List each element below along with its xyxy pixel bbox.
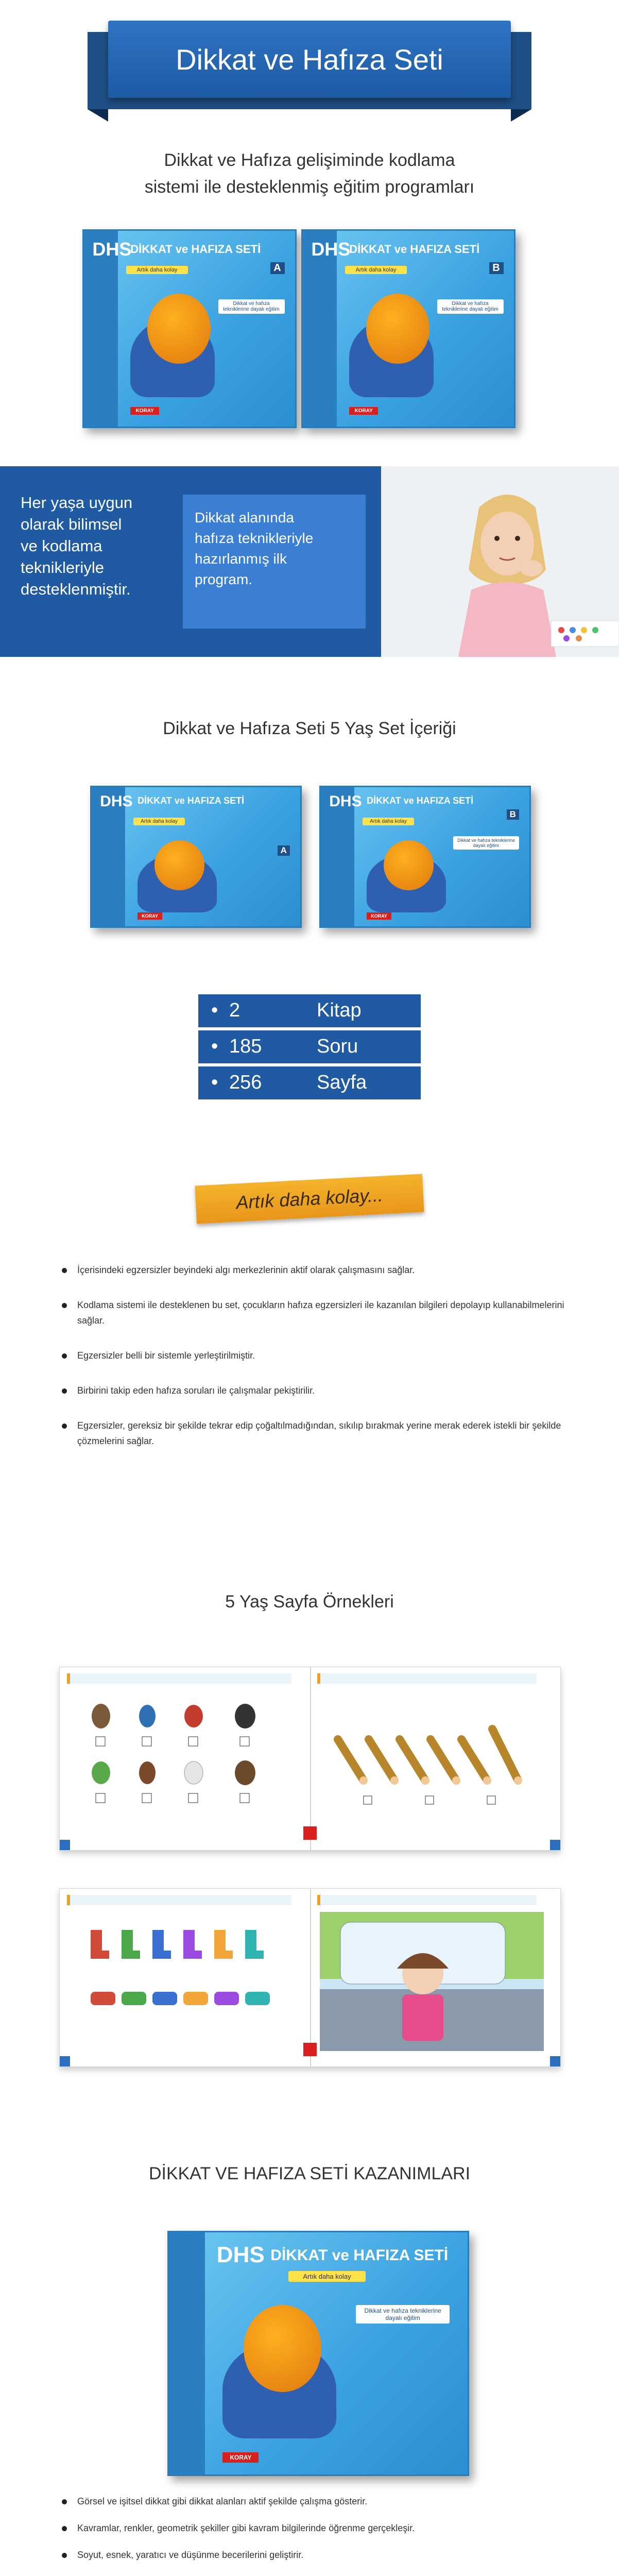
list-item: Görsel ve işitsel dikkat gibi dikkat alanları aktif şekilde çalışma gösterir. [62,2494,577,2509]
socks-exercise [80,1920,297,2043]
band-left-line: teknikleriyle [21,558,104,577]
book-title: DİKKAT ve HAFIZA SETİ [270,2247,449,2264]
publisher-logo: KORAY [222,2452,259,2463]
publisher-logo: KORAY [130,407,159,415]
mascot-illustration [147,294,211,364]
mascot-illustration [154,840,204,890]
spread-fold [310,1667,311,1850]
pencils-exercise [328,1708,544,1811]
book-title: DİKKAT ve HAFIZA SETİ [130,242,261,256]
band-left-line: olarak bilimsel [21,515,122,533]
stat-number: 256 [229,1072,262,1093]
list-item: İçerisindeki egzersizler beyindeki algı merkezlerinin aktif olarak çalışmasını sağlar. [62,1262,577,1278]
child-photo [381,466,619,657]
book-level-badge: A [278,845,290,856]
header-ribbon-fold-left [88,109,108,122]
mascot-illustration [366,294,429,364]
car-scene-illustration [320,1912,544,2051]
mascot-illustration [244,2305,321,2392]
book-strip: Artık daha kolay [363,818,414,825]
book-logo: DHS [92,239,132,260]
list-item: Kodlama sistemi ile desteklenen bu set, çocukların hafıza egzersizleri ile kazanılan bilgileri depolayıp kullanabilmelerini sağlar. [62,1297,577,1328]
book-logo: DHS [100,792,133,810]
list-item: Kavramlar, renkler, geometrik şekiller gibi kavram bilgilerinde öğrenme gerçekleşir. [62,2520,577,2536]
stat-row: • 185 Soru [198,1030,421,1063]
list-item [62,2574,577,2576]
header-ribbon-fold-right [511,109,531,122]
subtitle-line-2: sistemi ile desteklenmiş eğitim programları [144,177,475,197]
set-book-b [319,786,531,928]
list-item: Egzersizler, gereksiz bir şekilde tekrar edip çoğaltılmadığından, sıkılıp bırakmak yerine merak ederek istekli bir şekilde çözmelerini sağlar. [62,1418,577,1449]
stat-row: • 2 Kitap [198,994,421,1027]
page-corner [60,2056,70,2066]
stat-row: • 256 Sayfa [198,1066,421,1099]
band-left-line: Her yaşa uygun [21,494,133,512]
book-info: Dikkat ve hafıza tekniklerine dayalı eğitim [218,299,285,314]
book-title: DİKKAT ve HAFIZA SETİ [349,242,480,256]
question-bar [67,1895,291,1905]
question-bar [67,1673,291,1684]
book-strip: Artık daha kolay [345,266,407,274]
page-corner [550,1840,560,1850]
question-bar [317,1673,537,1684]
book-title: DİKKAT ve HAFIZA SETİ [137,795,245,806]
gains-list [62,2494,577,2576]
publisher-logo: KORAY [349,407,378,415]
child-thinking-illustration [381,466,619,657]
publisher-mark [303,2043,317,2056]
stat-label: Soru [317,1036,358,1057]
publisher-logo: KORAY [137,912,162,920]
book-logo: DHS [329,792,362,810]
book-cover-b [301,229,515,428]
band-box-line: hazırlanmış ilk [195,551,287,567]
page-spread-2 [59,1888,561,2067]
subtitle-line-1: Dikkat ve Hafıza gelişiminde kodlama [164,150,455,170]
page-corner [60,1840,70,1850]
book-level-badge: B [489,262,504,274]
book-strip: Artık daha kolay [288,2271,366,2282]
page-examples-title: 5 Yaş Sayfa Örnekleri [225,1592,394,1612]
band-left-line: desteklenmiştir. [21,580,131,598]
publisher-mark [303,1826,317,1840]
mascot-illustration [384,840,434,890]
list-item: Birbirini takip eden hafıza soruları ile çalışmalar pekiştirilir. [62,1383,577,1398]
spread-fold [310,1889,311,2066]
book-cover-a [82,229,297,428]
book-info: Dikkat ve hafıza tekniklerine dayalı eğitim [356,2305,450,2324]
band-box-line: program. [195,571,253,587]
band-box-line: Dikkat alanında [195,510,295,526]
list-item: Soyut, esnek, yaratıcı ve düşünme becerilerini geliştirir. [62,2547,577,2563]
subtitle [0,147,619,200]
book-strip: Artık daha kolay [126,266,188,274]
band-left-text [21,492,175,600]
book-info: Dikkat ve hafıza tekniklerine dayalı eğitim [453,836,519,850]
book-logo: DHS [216,2242,265,2267]
list-item: Egzersizler belli bir sistemle yerleştirilmiştir. [62,1348,577,1363]
feature-list [62,1262,577,1449]
book-strip: Artık daha kolay [133,818,185,825]
band-box-text [195,507,359,590]
birds-exercise [80,1696,297,1824]
book-info: Dikkat ve hafıza tekniklerine dayalı eğitim [437,299,504,314]
book-title: DİKKAT ve HAFIZA SETİ [367,795,474,806]
question-bar [317,1895,537,1905]
page-title: Dikkat ve Hafıza Seti [108,21,511,98]
book-level-badge: B [507,809,519,820]
page-corner [550,2056,560,2066]
publisher-logo: KORAY [367,912,391,920]
stat-label: Sayfa [317,1072,367,1093]
gains-book-cover [167,2231,469,2476]
stat-number: 185 [229,1036,262,1057]
book-level-badge: A [270,262,285,274]
stat-label: Kitap [317,999,362,1021]
stat-number: 2 [229,999,240,1021]
book-spine [169,2232,205,2475]
band-left-line: ve kodlama [21,537,102,555]
page-spread-1 [59,1667,561,1851]
gains-title: DİKKAT VE HAFIZA SETİ KAZANIMLARI [148,2164,471,2183]
set-content-title: Dikkat ve Hafıza Seti 5 Yaş Set İçeriği [163,719,456,738]
band-box-line: hafıza teknikleriyle [195,530,314,546]
book-logo: DHS [311,239,351,260]
tagline-ribbon: Artık daha kolay... [195,1174,424,1224]
set-book-a [90,786,302,928]
